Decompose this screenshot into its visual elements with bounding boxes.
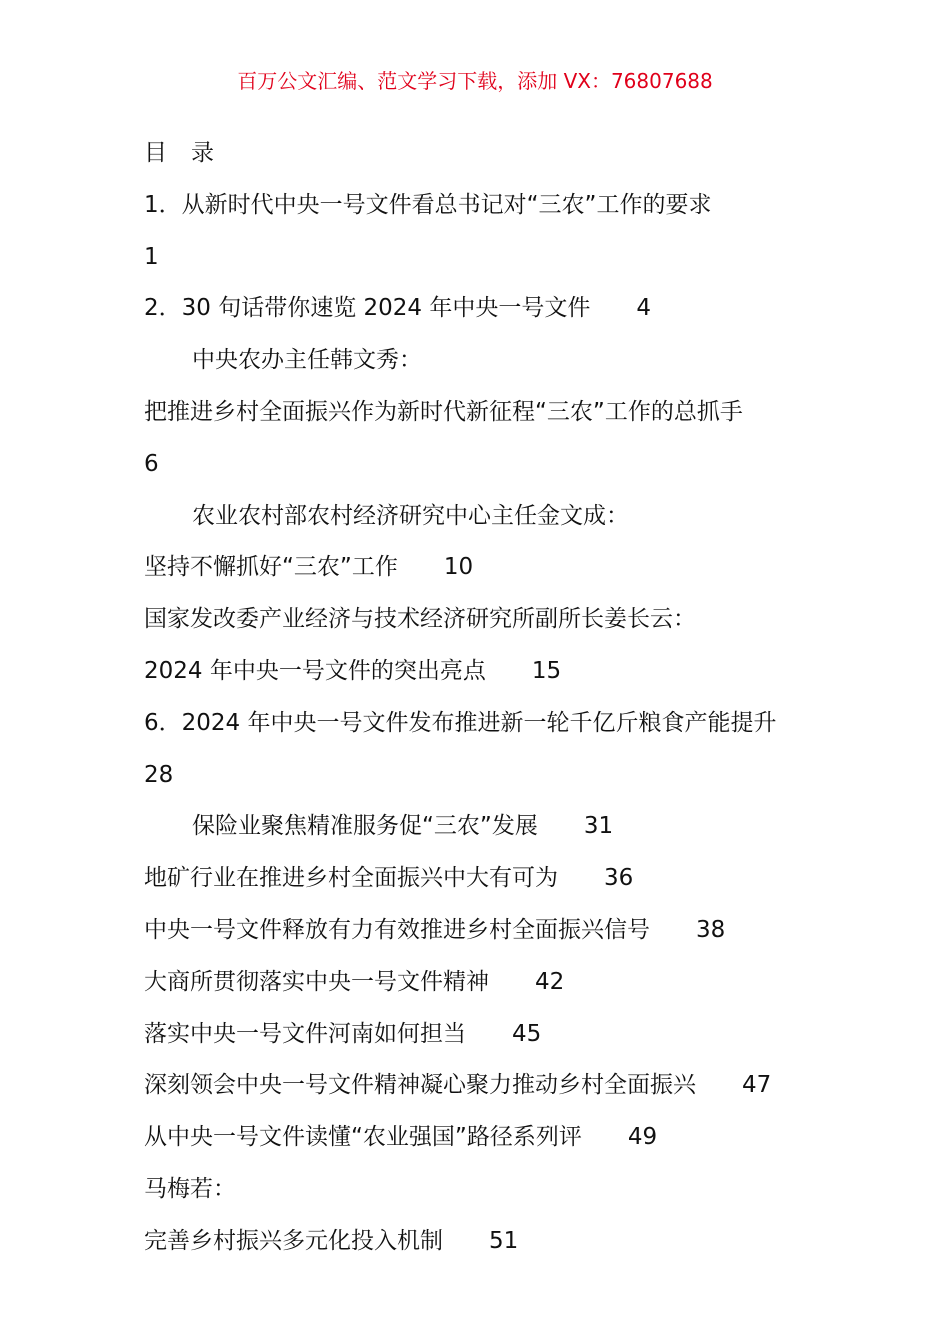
toc-entry-text: 把推进乡村全面振兴作为新时代新征程“三农”工作的总抓手: [144, 398, 743, 425]
toc-entry-text: 地矿行业在推进乡村全面振兴中大有可为: [144, 865, 558, 892]
toc-entry-text: 中央农办主任韩文秀：: [192, 347, 422, 374]
toc-entry: [144, 962, 824, 1014]
toc-entry: [144, 703, 824, 755]
toc-entry: [144, 444, 824, 496]
toc-title-left: 目: [144, 140, 167, 166]
toc-entry-text: 落实中央一号文件河南如何担当: [144, 1020, 466, 1047]
toc-entry-text: 1: [144, 243, 159, 270]
toc-entry-text: 6．2024 年中央一号文件发布推进新一轮千亿斤粮食产能提升: [144, 709, 777, 736]
toc-entry: [144, 237, 824, 289]
toc-page-number: 38: [696, 916, 726, 943]
toc-entry-text: 坚持不懈抓好“三农”工作: [144, 554, 398, 581]
toc-title-right: 录: [191, 140, 214, 166]
toc-entry: [144, 547, 824, 599]
toc-page-number: 49: [627, 1124, 658, 1151]
toc-entry: [144, 1169, 824, 1221]
toc-entry: [144, 1014, 824, 1066]
toc-entry-text: 6: [144, 450, 159, 477]
toc-entry: [144, 392, 824, 444]
toc-title: [144, 133, 824, 185]
toc-entry-text: 28: [144, 761, 174, 788]
toc-entry-text: 国家发改委产业经济与技术经济研究所副所长姜长云：: [144, 606, 696, 633]
toc-entry: [144, 1117, 824, 1169]
toc-page-number: 36: [604, 865, 634, 892]
toc-entry: [144, 496, 824, 548]
toc-entry-text: 完善乡村振兴多元化投入机制: [144, 1227, 443, 1254]
toc-entry-text: 1．从新时代中央一号文件看总书记对“三农”工作的要求: [144, 191, 712, 218]
watermark-banner: 百万公文汇编、范文学习下载，添加 VX：76807688: [237, 69, 713, 93]
toc-entry: [144, 599, 824, 651]
toc-entry: [144, 340, 824, 392]
toc-entry: [144, 288, 824, 340]
toc-entry: [144, 1065, 824, 1117]
toc-entry-text: 农业农村部农村经济研究中心主任金文成：: [192, 502, 629, 529]
toc-entry-text: 2．30 句话带你速览 2024 年中央一号文件: [144, 295, 591, 322]
toc-entry-text: 大商所贯彻落实中央一号文件精神: [144, 968, 489, 995]
toc-entry: [144, 858, 824, 910]
toc-entry-text: 从中央一号文件读懂“农业强国”路径系列评: [144, 1124, 582, 1151]
toc-entry: [144, 755, 824, 807]
toc-entry-text: 马梅若：: [144, 1175, 236, 1202]
table-of-contents: [144, 133, 824, 1273]
toc-entry-text: 中央一号文件释放有力有效推进乡村全面振兴信号: [144, 916, 650, 943]
toc-entry-text: 深刻领会中央一号文件精神凝心聚力推动乡村全面振兴: [144, 1072, 696, 1099]
toc-entry: [144, 1221, 824, 1273]
toc-page-number: 10: [443, 554, 474, 581]
toc-page-number: 45: [512, 1020, 542, 1047]
toc-entry: [144, 806, 824, 858]
toc-page-number: 15: [531, 657, 562, 684]
toc-entry-text: 保险业聚焦精准服务促“三农”发展: [192, 813, 538, 840]
toc-entry: [144, 185, 824, 237]
toc-page-number: 51: [489, 1227, 519, 1254]
toc-entry: [144, 651, 824, 703]
toc-page-number: 4: [636, 295, 652, 322]
toc-entry-text: 2024 年中央一号文件的突出亮点: [144, 657, 486, 684]
toc-page-number: 42: [535, 968, 565, 995]
toc-page-number: 31: [583, 813, 614, 840]
toc-entry: [144, 910, 824, 962]
toc-page-number: 47: [742, 1072, 772, 1099]
